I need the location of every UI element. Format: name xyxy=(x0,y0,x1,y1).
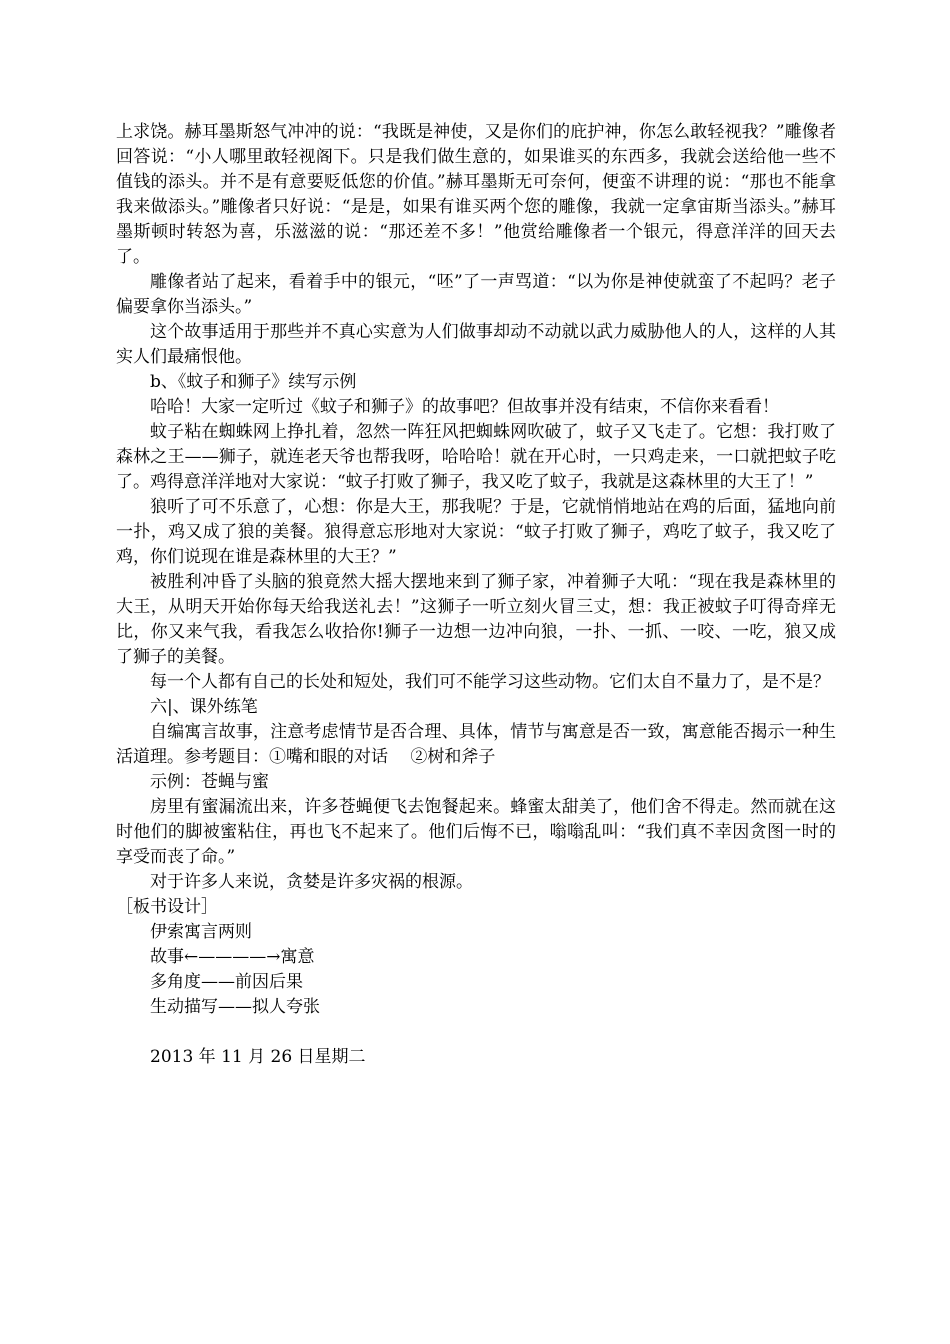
document-date: 2013 年 11 月 26 日星期二 xyxy=(150,1047,366,1067)
board-line-description: 生动描写——拟人夸张 xyxy=(150,997,320,1017)
paragraph-sculptor-reply: 雕像者站了起来，看着手中的银元，“呸”了一声骂道：“以为你是神使就蛮了不起吗？老子偏要拿你当添头。” xyxy=(116,272,836,317)
paragraph-intro: 哈哈！大家一定听过《蚊子和狮子》的故事吧？但故事并没有结束，不信你来看看！ xyxy=(150,397,779,417)
paragraph-moral: 这个故事适用于那些并不真心实意为人们做事却动不动就以武力威胁他人的人，这样的人其实人们最痛恨他。 xyxy=(116,322,836,367)
example-title: 示例：苍蝇与蜜 xyxy=(150,772,269,792)
paragraph-mosquito: 蚊子粘在蜘蛛网上挣扎着，忽然一阵狂风把蜘蛛网吹破了，蚊子又飞走了。它想：我打败了森林之王——狮子，就连老天爷也帮我呀，哈哈哈！就在开心时，一只鸡走来，一口就把蚊子吃了。鸡得意洋洋地对大家说：“蚊子打败了狮子，我又吃了蚊子，我就是这森林里的大王了！” xyxy=(116,422,836,492)
board-line-story-moral: 故事←————→寓意 xyxy=(150,947,315,967)
board-line-perspectives: 多角度——前因后果 xyxy=(150,972,303,992)
board-design-heading: ［板书设计］ xyxy=(116,897,218,917)
paragraph-lion: 被胜利冲昏了头脑的狼竟然大摇大摆地来到了狮子家，冲着狮子大吼：“现在我是森林里的大王，从明天开始你每天给我送礼去！”这狮子一听立刻火冒三丈，想：我正被蚊子叮得奇痒无比，你又来气我，看我怎么收拾你!狮子一边想一边冲向狼，一扑、一抓、一咬、一吃，狼又成了狮子的美餐。 xyxy=(116,572,836,667)
paragraph-story-continuation: 上求饶。赫耳墨斯怒气冲冲的说：“我既是神使，又是你们的庇护神，你怎么敢轻视我？”雕像者回答说：“小人哪里敢轻视阁下。只是我们做生意的，如果谁买的东西多，我就会送给他一些不值钱的添头。并不是有意要贬低您的价值。”赫耳墨斯无可奈何，便蛮不讲理的说：“那也不能拿我来做添头。”雕像者只好说：“是是，如果有谁买两个您的雕像，我就一定拿宙斯当添头。”赫耳墨斯顿时转怒为喜，乐滋滋的说：“那还差不多！”他赏给雕像者一个银元，得意洋洋的回天去了。 xyxy=(116,122,836,267)
document-page xyxy=(116,120,836,1070)
paragraph-wolf: 狼听了可不乐意了，心想：你是大王，那我呢？于是，它就悄悄地站在鸡的后面，猛地向前一扑，鸡又成了狼的美餐。狼得意忘形地对大家说：“蚊子打败了狮子，鸡吃了蚊子，我又吃了鸡，你们说现在谁是森林里的大王？” xyxy=(116,497,836,567)
paragraph-flies-story: 房里有蜜漏流出来，许多苍蝇便飞去饱餐起来。蜂蜜太甜美了，他们舍不得走。然而就在这时他们的脚被蜜粘住，再也飞不起来了。他们后悔不已，嗡嗡乱叫：“我们真不幸因贪图一时的享受而丧了命。” xyxy=(116,797,836,867)
section-heading-writing-practice: 六|、课外练笔 xyxy=(150,697,258,717)
section-heading-mosquito-lion: b、《蚊子和狮子》续写示例 xyxy=(150,372,357,392)
paragraph-greed-moral: 对于许多人来说，贪婪是许多灾祸的根源。 xyxy=(150,872,473,892)
board-title: 伊索寓言两则 xyxy=(150,922,252,942)
paragraph-lesson: 每一个人都有自己的长处和短处，我们可不能学习这些动物。它们太自不量力了，是不是？ xyxy=(150,672,830,692)
spacer xyxy=(116,1020,836,1045)
paragraph-writing-task: 自编寓言故事，注意考虑情节是否合理、具体，情节与寓意是否一致，寓意能否揭示一种生活道理。参考题目：①嘴和眼的对话 ②树和斧子 xyxy=(116,722,836,767)
